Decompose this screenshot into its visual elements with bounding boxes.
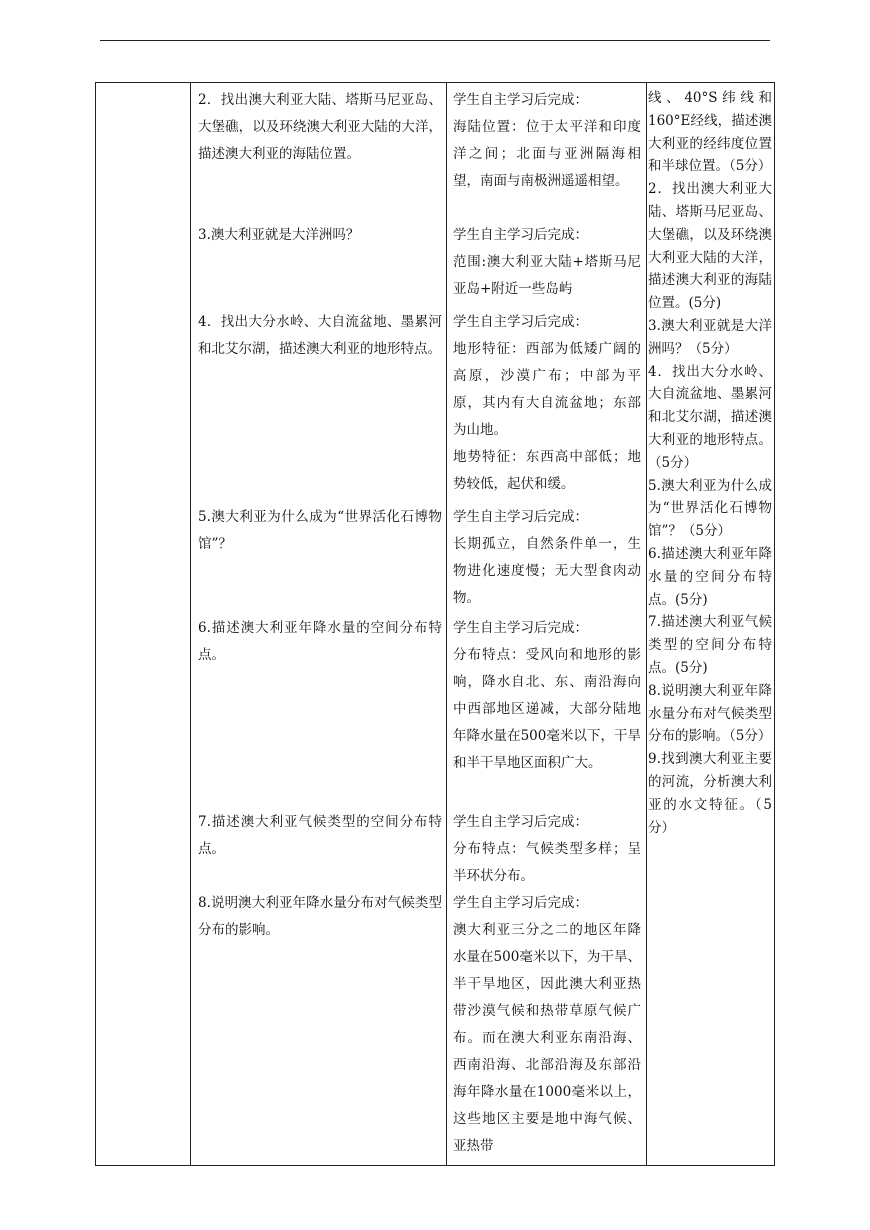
question-2: 2．找出澳大利亚大陆、塔斯马尼亚岛、大堡礁，以及环绕澳大利亚大陆的大洋，描述澳大利亚的海陆位置。 xyxy=(198,92,442,162)
evaluation-item-3: 3.澳大利亚就是大洋洲吗？（5分） xyxy=(648,317,772,357)
evaluation-item-6: 6.描述澳大利亚年降水量的空间分布特点。(5分) xyxy=(648,545,772,608)
evaluation-item-9: 9.找到澳大利亚主要的河流，分析澳大利亚的水文特征。（5分） xyxy=(648,751,772,836)
answer-8: 学生自主学习后完成： 澳大利亚三分之二的地区年降水量在500毫米以下，为干旱、半干旱地区，因此澳大利亚热带沙漠气候和热带草原气候广布。而在澳大利亚东南沿海、西南沿海、北部沿海及东部沿海年降水量在1000毫米以上，这些地区主要是地中海气候、亚热带 xyxy=(453,895,641,1154)
evaluation-item-7: 7.描述澳大利亚气候类型的空间分布特点。(5分) xyxy=(648,614,772,676)
question-5: 5.澳大利亚为什么成为“世界活化石博物馆”？ xyxy=(198,509,442,552)
header-rule xyxy=(100,40,770,41)
question-8: 8.说明澳大利亚年降水量分布对气候类型分布的影响。 xyxy=(198,895,442,938)
question-6: 6.描述澳大利亚年降水量的空间分布特点。 xyxy=(198,620,442,663)
column-divider xyxy=(190,83,191,1165)
answer-4: 学生自主学习后完成： 地形特征：西部为低矮广阔的高原，沙漠广布；中部为平原，其内有大自流盆地；东部为山地。 地势特征：东西高中部低；地势较低，起伏和缓。 xyxy=(453,314,641,492)
evaluation-item-2: 2．找出澳大利亚大陆、塔斯马尼亚岛、大堡礁，以及环绕澳大利亚大陆的大洋，描述澳大利亚的海陆位置。(5分) xyxy=(648,181,772,312)
column-divider xyxy=(646,83,647,1165)
column-divider xyxy=(446,83,447,1165)
answer-5: 学生自主学习后完成： 长期孤立，自然条件单一，生物进化速度慢；无大型食肉动物。 xyxy=(453,509,641,606)
answer-3: 学生自主学习后完成： 范围:澳大利亚大陆+塔斯马尼亚岛+附近一些岛屿 xyxy=(453,227,641,297)
lesson-table xyxy=(95,82,775,1166)
answer-2: 学生自主学习后完成： 海陆位置：位于太平洋和印度洋之间；北面与亚洲隔海相望，南面与南极洲遥遥相望。 xyxy=(453,92,641,189)
evaluation-item-8: 8.说明澳大利亚年降水量分布对气候类型分布的影响。（5分） xyxy=(648,682,772,745)
answer-6: 学生自主学习后完成： 分布特点：受风向和地形的影响，降水自北、东、南沿海向中西部地区递减，大部分陆地年降水量在500毫米以下，干旱和半干旱地区面积广大。 xyxy=(453,620,641,771)
evaluation-item-4: 4．找出大分水岭、大自流盆地、墨累河和北艾尔湖，描述澳大利亚的地形特点。（5分） xyxy=(648,363,772,471)
evaluation-item-1: 线、40°S纬线和160°E经线，描述澳大利亚的经纬度位置和半球位置。（5分） xyxy=(648,90,772,175)
answer-7: 学生自主学习后完成： 分布特点：气候类型多样；呈半环状分布。 xyxy=(453,814,641,884)
question-4: 4．找出大分水岭、大自流盆地、墨累河和北艾尔湖，描述澳大利亚的地形特点。 xyxy=(198,314,442,357)
evaluation-column xyxy=(648,87,772,839)
question-7: 7.描述澳大利亚气候类型的空间分布特点。 xyxy=(198,814,442,857)
question-3: 3.澳大利亚就是大洋洲吗？ xyxy=(198,227,360,243)
evaluation-item-5: 5.澳大利亚为什么成为“世界活化石博物馆”？（5分） xyxy=(648,477,772,540)
